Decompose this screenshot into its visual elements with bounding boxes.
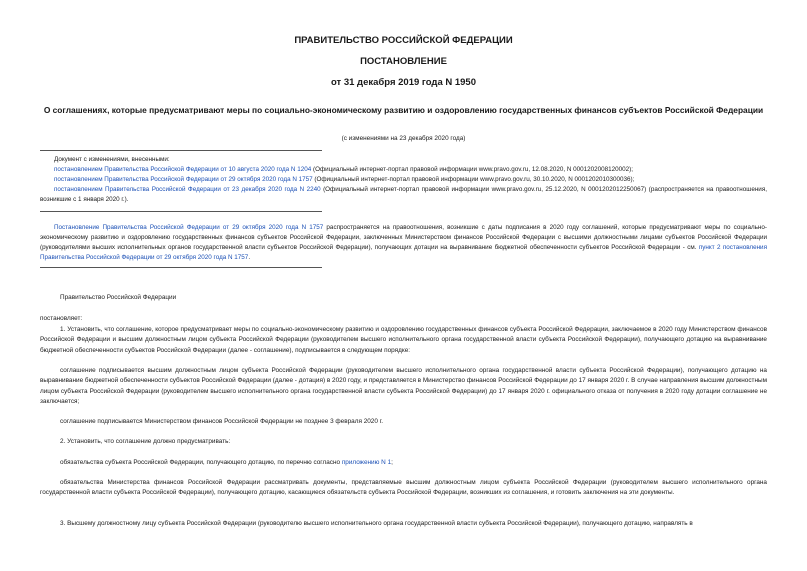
paragraph-decrees: постановляет: bbox=[40, 315, 83, 322]
amendment-link[interactable]: постановлением Правительства Российской Федерации от 23 декабря 2020 года N 2240 bbox=[54, 186, 321, 193]
amendment-source: (Официальный интернет-портал правовой информации www.pravo.gov.ru, 12.08.2020, N 0001202008120002); bbox=[311, 166, 634, 173]
date-number-heading: от 31 декабря 2019 года N 1950 bbox=[330, 77, 476, 88]
document-type-heading: ПОСТАНОВЛЕНИЕ bbox=[360, 56, 447, 67]
divider-bottom bbox=[40, 267, 322, 268]
amendment-link[interactable]: постановлением Правительства Российской Федерации от 29 октября 2020 года N 1757 bbox=[54, 176, 313, 183]
paragraph-1b: соглашение подписывается Министерством финансов Российской Федерации не позднее 3 февраля 2020 г. bbox=[60, 418, 384, 425]
amendment-item bbox=[40, 175, 767, 185]
amendment-source: (Официальный интернет-портал правовой информации www.pravo.gov.ru, 30.10.2020, N 0001202010300036); bbox=[312, 176, 635, 183]
paragraph-1a: соглашение подписывается высшим должностным лицом субъекта Российской Федерации (руководителем высшего исполнительного органа государственной власти субъекта Российской Федерации), получающего дотацию на выравнивание бюджетной обеспеченности субъектов Российской Федерации (далее - дотация) в 2020 году, и представляется в Министерство финансов Российской Федерации до 17 января 2020 г. В случае направления высшим должностным лицом субъекта Российской Федерации (руководителем высшего исполнительного органа государственной власти субъекта Российской Федерации) до 17 января 2020 г. официального отказа от получения в 2020 году дотации соглашение не заключается; bbox=[40, 367, 767, 406]
appendix-1-link[interactable]: приложению N 1 bbox=[341, 459, 392, 466]
paragraph-1: 1. Установить, что соглашение, которое предусматривает меры по социально-экономическому развитию и оздоровлению государственных финансов субъекта Российской Федерации, заключаемое в 2020 году Министерством финансов Российской Федерации и высшим должностным лицом субъекта Российской Федерации (руководителем высшего исполнительного органа государственной власти субъекта Российской Федерации), получающего дотацию на выравнивание бюджетной обеспеченности субъектов Российской Федерации (далее - соглашение), подписывается в следующем порядке: bbox=[40, 326, 767, 354]
note-link-decree[interactable]: Постановление Правительства Российской Федерации от 29 октября 2020 года N 1757 bbox=[54, 224, 324, 231]
amendment-item bbox=[40, 185, 767, 205]
divider-middle bbox=[40, 211, 322, 212]
editorial-note bbox=[40, 223, 767, 263]
paragraph-government: Правительство Российской Федерации bbox=[60, 294, 177, 301]
amendment-item bbox=[40, 165, 767, 175]
divider-top bbox=[40, 150, 322, 151]
amendments-block bbox=[40, 155, 767, 205]
paragraph-3: 3. Высшему должностному лицу субъекта Российской Федерации (руководителю высшего исполнительного органа государственной власти субъекта Российской Федерации), получающего дотацию, направлять в bbox=[60, 520, 693, 527]
note-text-end: . bbox=[248, 254, 251, 261]
note-link-clause[interactable]: пункт 2 постановления Правительства Российской Федерации от 29 октября 2020 года N 1757 bbox=[40, 244, 767, 261]
document-title: О соглашениях, которые предусматривают меры по социально-экономическому развитию и оздоровлению государственных финансов субъектов Российской Федерации bbox=[43, 105, 764, 115]
amendment-note: (с изменениями на 23 декабря 2020 года) bbox=[341, 135, 466, 142]
government-heading: ПРАВИТЕЛЬСТВО РОССИЙСКОЙ ФЕДЕРАЦИИ bbox=[294, 35, 513, 46]
amendments-intro: Документ с изменениями, внесенными: bbox=[54, 156, 170, 163]
paragraph-2b: обязательства Министерства финансов Российской Федерации рассматривать документы, представляемые высшим должностным лицом субъекта Российской Федерации (руководителем высшего исполнительного органа государственной власти субъекта Российской Федерации), получающего дотацию, касающиеся обязательств субъекта Российской Федерации, возникших из соглашения, и готовить заключения на эти документы. bbox=[40, 479, 767, 497]
paragraph-2a: обязательства субъекта Российской Федерации, получающего дотацию, по перечню согласно приложению N 1; bbox=[60, 459, 393, 466]
note-text: распространяется на правоотношения, возникшие с даты подписания в 2020 году соглашений, которые предусматривают меры по социально-экономическому развитию и оздоровлению государственных финансов субъектов Российской Федерации, заключенных Министерством финансов Российской Федерации с высшими должностными лицами субъектов Российской Федерации (руководителями высших исполнительных органов государственной власти субъектов Российской Федерации), получающих дотации на выравнивание бюджетной обеспеченности субъектов Российской Федерации - см. bbox=[40, 224, 767, 251]
amendment-source: (Официальный интернет-портал правовой информации www.pravo.gov.ru, 25.12.2020, N 0001202012250067) (распространяется на правоотношения, возникшие с 1 января 2020 г.). bbox=[40, 186, 767, 203]
paragraph-2: 2. Установить, что соглашение должно предусматривать: bbox=[60, 438, 231, 445]
amendment-link[interactable]: постановлением Правительства Российской Федерации от 10 августа 2020 года N 1204 bbox=[54, 166, 312, 173]
